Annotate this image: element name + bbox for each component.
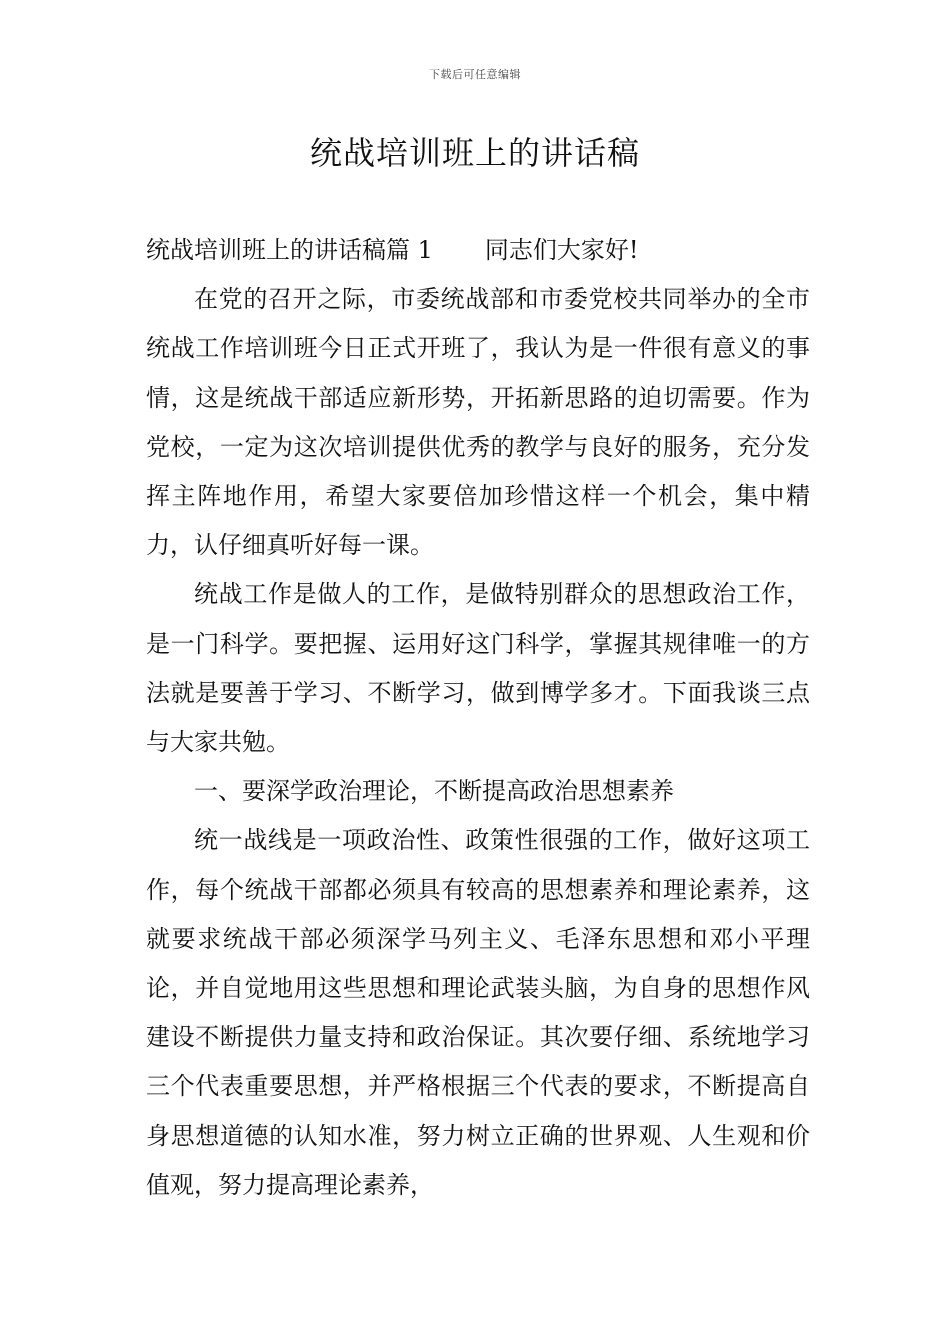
lead-line (146, 226, 810, 275)
paragraph-3: 统一战线是一项政治性、政策性很强的工作，做好这项工作，每个统战干部都必须具有较高的思想素养和理论素养，这就要求统战干部必须深学马列主义、毛泽东思想和邓小平理论，并自觉地用这些思想和理论武装头脑，为自身的思想作风建设不断提供力量支持和政治保证。其次要仔细、系统地学习三个代表重要思想，并严格根据三个代表的要求，不断提高自身思想道德的认知水准，努力树立正确的世界观、人生观和价值观，努力提高理论素养， (146, 826, 810, 1199)
greeting: 同志们大家好! (484, 236, 639, 264)
header-note: 下载后可任意编辑 (429, 68, 521, 81)
subheading-1: 一、要深学政治理论，不断提高政治思想素养 (194, 777, 674, 806)
document-body (146, 226, 810, 1210)
paragraph-1: 在党的召开之际，市委统战部和市委党校共同举办的全市统战工作培训班今日正式开班了，我认为是一件很有意义的事情，这是统战干部适应新形势，开拓新思路的迫切需要。作为党校，一定为这次培训提供优秀的教学与良好的服务，充分发挥主阵地作用，希望大家要倍加珍惜这样一个机会，集中精力，认仔细真听好每一课。 (146, 285, 810, 560)
document-title: 统战培训班上的讲话稿 (309, 134, 640, 172)
paragraph-2: 统战工作是做人的工作，是做特别群众的思想政治工作，是一门科学。要把握、运用好这门科学，掌握其规律唯一的方法就是要善于学习、不断学习，做到博学多才。下面我谈三点与大家共勉。 (146, 580, 810, 757)
section-heading: 统战培训班上的讲话稿篇 1 (146, 236, 433, 264)
